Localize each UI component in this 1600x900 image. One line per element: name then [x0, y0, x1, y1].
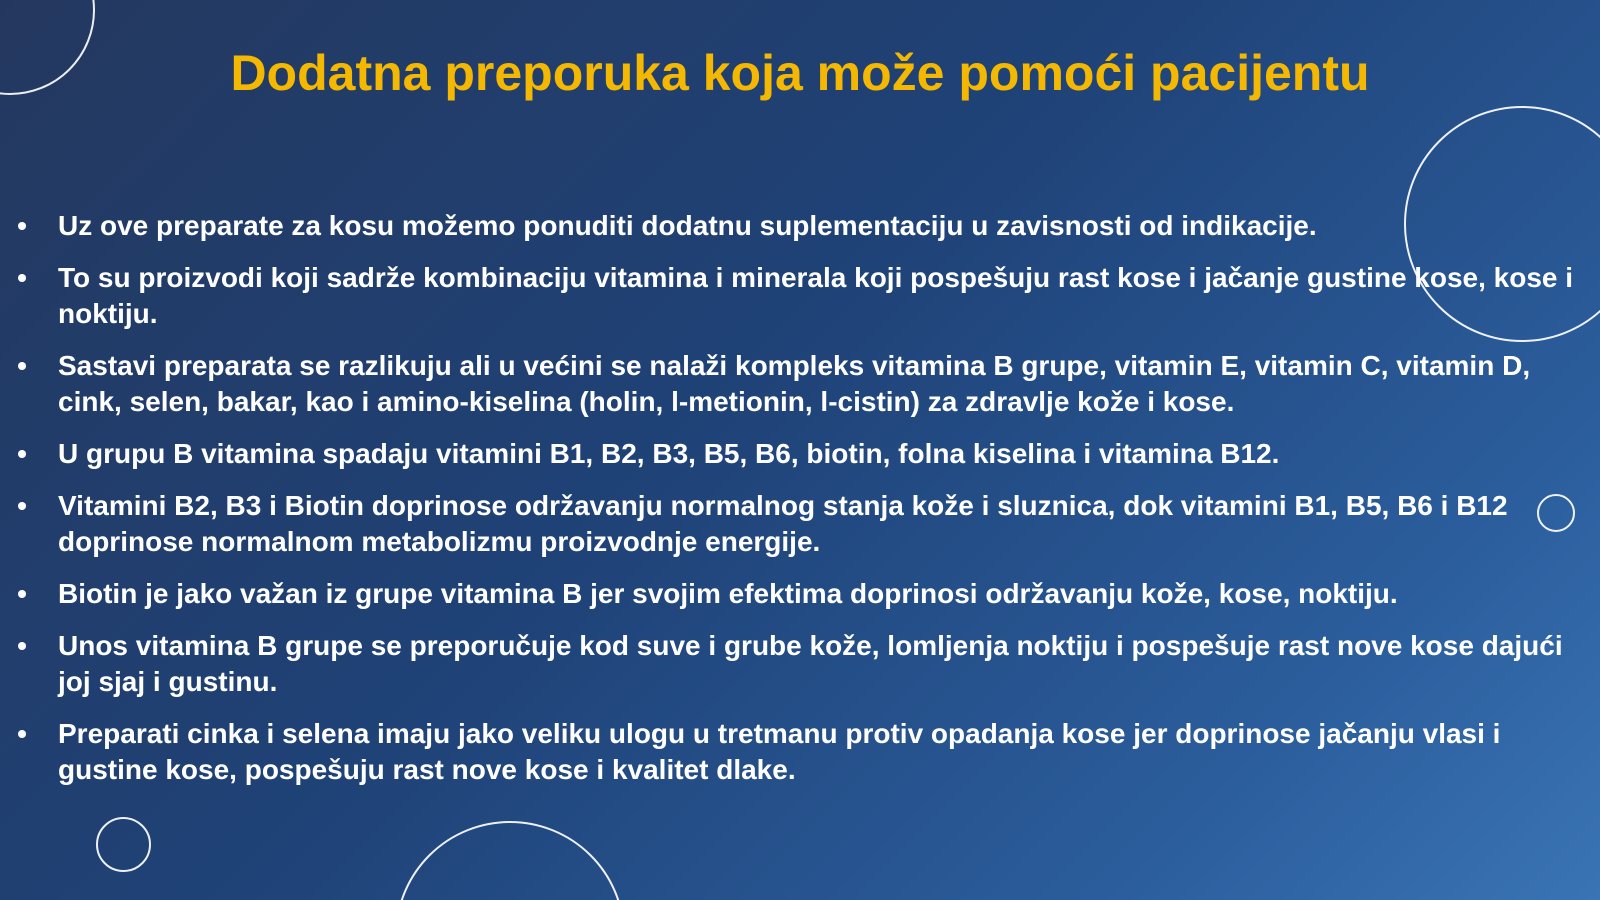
bullet-icon: • — [17, 718, 27, 749]
bullet-icon: • — [17, 490, 27, 521]
bullet-item — [12, 488, 1592, 560]
bullet-item — [12, 348, 1592, 420]
bullet-icon: • — [17, 438, 27, 469]
bullet-text: Vitamini B2, B3 i Biotin doprinose održavanju normalnog stanja kože i sluznica, dok vitamini B1, B5, B6 i B12 doprinose normalnom metabolizmu proizvodnje energije. — [58, 490, 1508, 557]
bullet-text: Preparati cinka i selena imaju jako veliku ulogu u tretmanu protiv opadanja kose jer doprinose jačanju vlasi i gustine kose, pospešuju rast nove kose i kvalitet dlake. — [58, 718, 1501, 785]
bullet-item — [12, 436, 1592, 472]
bullet-item — [12, 208, 1592, 244]
bullet-text: Uz ove preparate za kosu možemo ponuditi dodatnu suplementaciju u zavisnosti od indikacije. — [58, 210, 1317, 241]
bullet-text: Biotin je jako važan iz grupe vitamina B jer svojim efektima doprinosi održavanju kože, kose, noktiju. — [58, 578, 1398, 609]
bullet-text: To su proizvodi koji sadrže kombinaciju vitamina i minerala koji pospešuju rast kose i jačanje gustine kose, kose i noktiju. — [58, 262, 1574, 329]
bullet-icon: • — [17, 262, 27, 293]
bullet-text: Unos vitamina B grupe se preporučuje kod suve i grube kože, lomljenja noktiju i pospešuje rast nove kose dajući joj sjaj i gustinu. — [58, 630, 1563, 697]
bullet-icon: • — [17, 350, 27, 381]
slide-title: Dodatna preporuka koja može pomoći pacijentu — [230, 45, 1370, 101]
bullet-item — [12, 628, 1592, 700]
bullet-item — [12, 576, 1592, 612]
bullet-text: U grupu B vitamina spadaju vitamini B1, B2, B3, B5, B6, biotin, folna kiselina i vitamina B12. — [58, 438, 1280, 469]
bullet-list — [12, 208, 1592, 804]
bullet-text: Sastavi preparata se razlikuju ali u većini se nalaži kompleks vitamina B grupe, vitamin E, vitamin C, vitamin D, cink, selen, bakar, kao i amino-kiselina (holin, l-metionin, l-cistin) za zdravlje kože i kose. — [58, 350, 1531, 417]
bullet-item — [12, 260, 1592, 332]
decorative-circle — [395, 821, 625, 900]
decorative-circle — [96, 817, 151, 872]
bullet-icon: • — [17, 578, 27, 609]
bullet-icon: • — [17, 210, 27, 241]
bullet-icon: • — [17, 630, 27, 661]
bullet-item — [12, 716, 1592, 788]
